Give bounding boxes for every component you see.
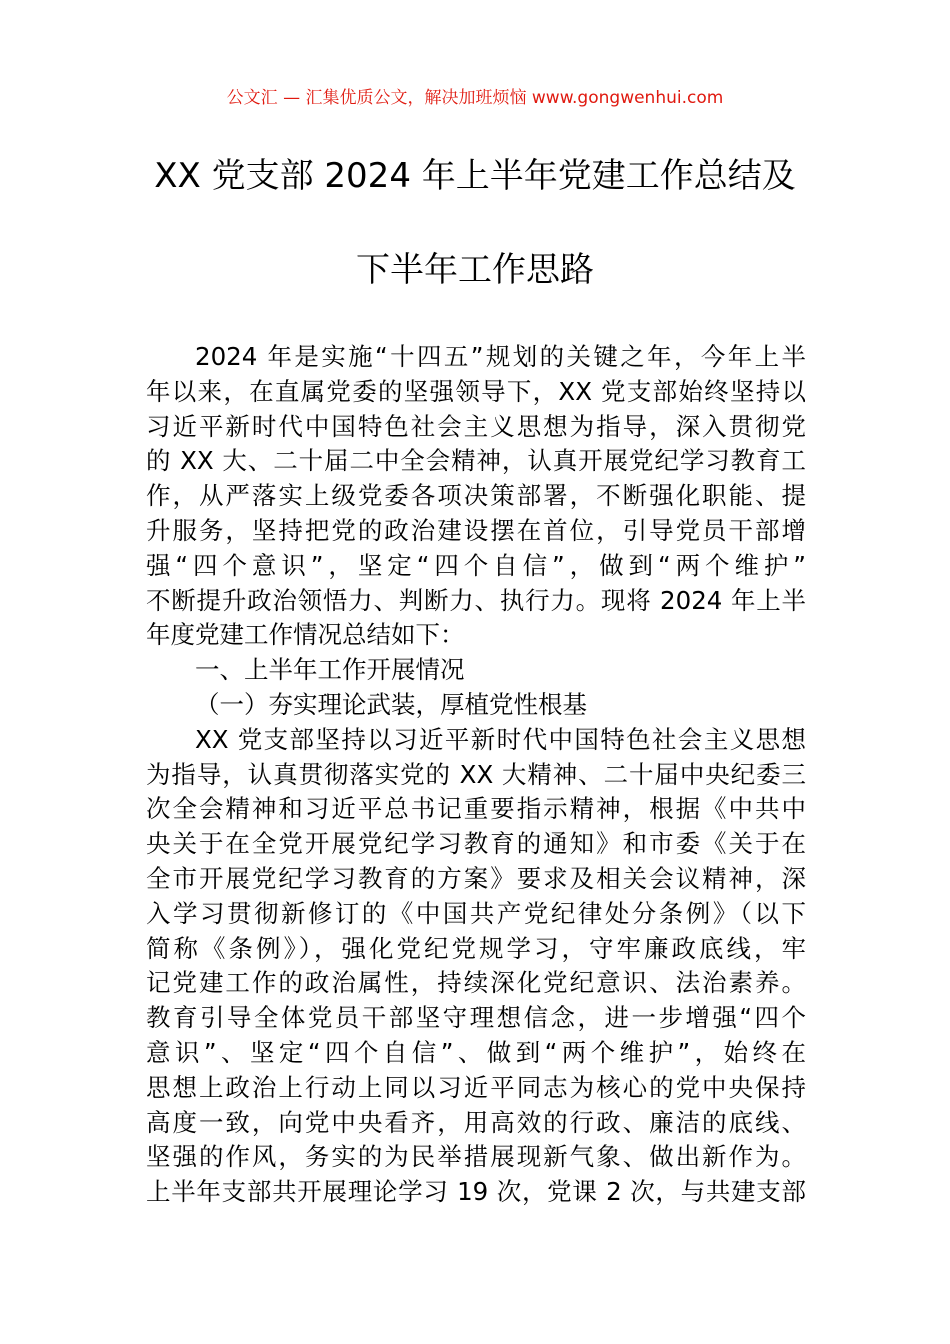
paragraph-line: 上半年支部共开展理论学习 19 次，党课 2 次，与共建支部 [146, 1177, 806, 1207]
subsection-heading: （一）夯实理论武装，厚植党性根基 [195, 689, 587, 719]
paragraph-line: 年以来，在直属党委的坚强领导下，XX 党支部始终坚持以 [146, 376, 806, 406]
header-banner: 公文汇 — 汇集优质公文，解决加班烦恼 www.gongwenhui.com [226, 88, 724, 108]
paragraph-line: 升服务，坚持把党的政治建设摆在首位，引导党员干部增 [146, 515, 806, 545]
paragraph-line: 意识”、坚定“四个自信”、做到“两个维护”，始终在 [146, 1037, 806, 1067]
document-body [146, 340, 806, 1210]
paragraph-line: 不断提升政治领悟力、判断力、执行力。现将 2024 年上半 [146, 585, 806, 615]
paragraph-line: 教育引导全体党员干部坚守理想信念，进一步增强“四个 [146, 1003, 806, 1033]
paragraph-line: 习近平新时代中国特色社会主义思想为指导，深入贯彻党 [146, 411, 806, 441]
paragraph-line: 央关于在全党开展党纪学习教育的通知》和市委《关于在 [146, 829, 806, 859]
section-heading: 一、上半年工作开展情况 [195, 655, 465, 685]
paragraph-line: 2024 年是实施“十四五”规划的关键之年，今年上半 [195, 342, 806, 371]
paragraph-line: 次全会精神和习近平总书记重要指示精神，根据《中共中 [146, 794, 806, 824]
paragraph-line: 作，从严落实上级党委各项决策部署，不断强化职能、提 [146, 481, 806, 511]
document-title-line-1: XX 党支部 2024 年上半年党建工作总结及 [154, 156, 796, 196]
paragraph-line: XX 党支部坚持以习近平新时代中国特色社会主义思想 [195, 724, 806, 754]
paragraph-line: 入学习贯彻新修订的《中国共产党纪律处分条例》（以下 [146, 898, 806, 928]
paragraph-line: 强“四个意识”，坚定“四个自信”，做到“两个维护” [146, 550, 806, 580]
paragraph-line: 为指导，认真贯彻落实党的 XX 大精神、二十届中央纪委三 [146, 759, 806, 789]
paragraph-line: 的 XX 大、二十届二中全会精神，认真开展党纪学习教育工 [146, 446, 806, 476]
paragraph-line: 高度一致，向党中央看齐，用高效的行政、廉洁的底线、 [146, 1107, 806, 1137]
paragraph-line: 全市开展党纪学习教育的方案》要求及相关会议精神，深 [146, 863, 806, 893]
paragraph-line: 思想上政治上行动上同以习近平同志为核心的党中央保持 [146, 1072, 806, 1102]
paragraph-line: 坚强的作风，务实的为民举措展现新气象、做出新作为。 [146, 1142, 806, 1172]
document-title-line-2: 下半年工作思路 [356, 250, 594, 290]
paragraph-line: 年度党建工作情况总结如下： [146, 620, 465, 650]
paragraph-line: 记党建工作的政治属性，持续深化党纪意识、法治素养。 [146, 968, 806, 998]
paragraph-line: 简称《条例》），强化党纪党规学习，守牢廉政底线，牢 [146, 933, 806, 963]
